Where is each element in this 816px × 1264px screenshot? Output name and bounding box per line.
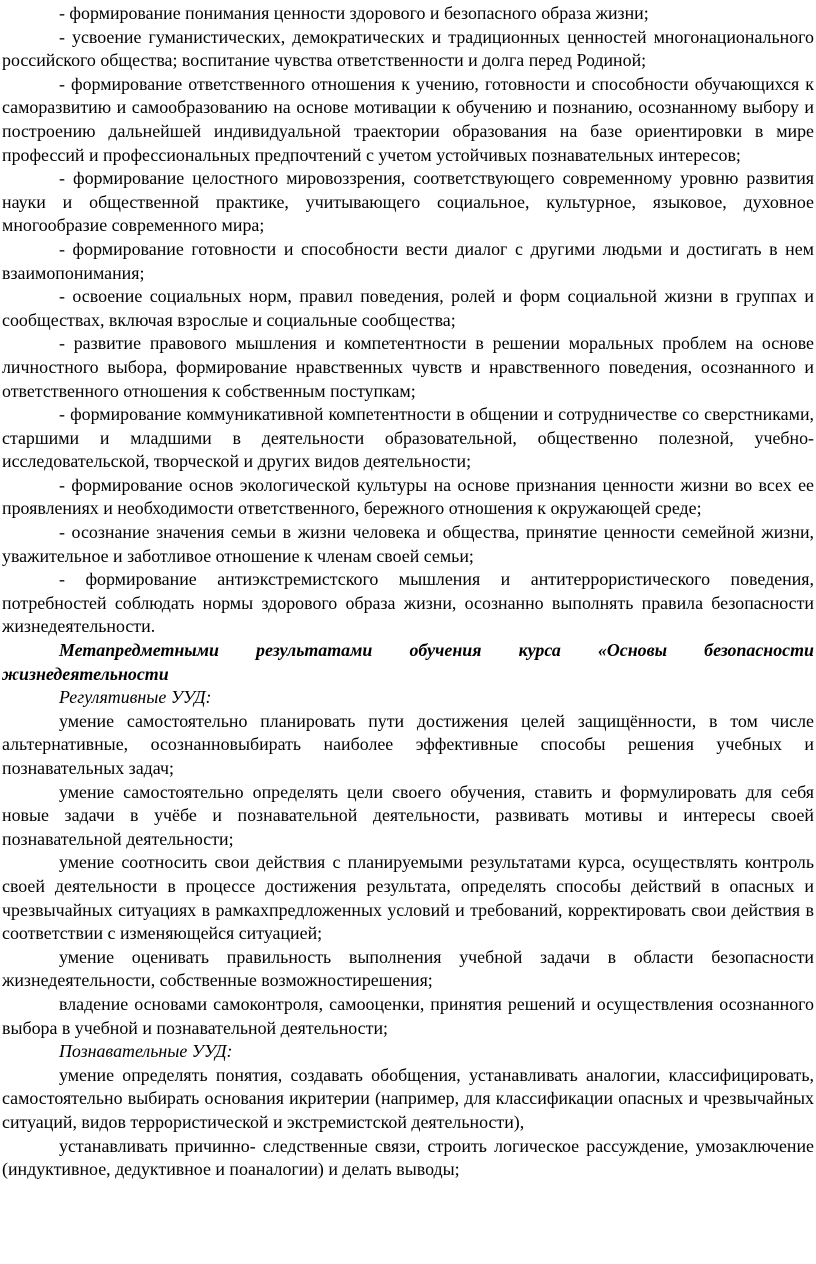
paragraph-07: - развитие правового мышления и компетентности в решении моральных проблем на основе личностного выбора, формирование нравственных чувств и нравственного поведения, осознанного и ответственного отношения к собственным поступкам;: [2, 333, 814, 401]
paragraph-03: - формирование ответственного отношения к учению, готовности и способности обучающихся к саморазвитию и самообразованию на основе мотивации к обучению и познанию, осознанному выбору и построению дальнейшей индивидуальной траектории образования на базе ориентировки в мире профессий и профессиональных предпочтений с учетом устойчивых познавательных интересов;: [2, 73, 814, 165]
paragraph-18: владение основами самоконтроля, самооценки, принятия решений и осуществления осознанного выбора в учебной и познавательной деятельности;: [2, 993, 814, 1038]
paragraph-21: устанавливать причинно- следственные связи, строить логическое рассуждение, умозаключение (индуктивное, дедуктивное и поаналогии) и делать выводы;: [2, 1135, 814, 1180]
paragraph-09: - формирование основ экологической культуры на основе признания ценности жизни во всех ее проявлениях и необходимости ответственного, бережного отношения к окружающей среде;: [2, 474, 814, 519]
paragraph-05: - формирование готовности и способности вести диалог с другими людьми и достигать в нем взаимопонимания;: [2, 238, 814, 283]
subheading-cognitive: Познавательные УУД:: [59, 1041, 233, 1062]
paragraph-17: умение оценивать правильность выполнения учебной задачи в области безопасности жизнедеятельности, собственные возможностирешения;: [2, 946, 814, 991]
subheading-regulative: Регулятивные УУД:: [59, 687, 212, 708]
section-heading: Метапредметными результатами обучения курса «Основы безопасности жизнедеятельности: [2, 640, 814, 684]
paragraph-20: умение определять понятия, создавать обобщения, устанавливать аналогии, классифицировать, самостоятельно выбирать основания икритерии (например, для классификации опасных и чрезвычайных ситуаций, видов террористической и экстремистской деятельности),: [2, 1064, 814, 1132]
paragraph-16: умение соотносить свои действия с планируемыми результатами курса, осуществлять контроль своей деятельности в процессе достижения результата, определять способы действий в опасных и чрезвычайных ситуациях в рамкахпредложенных условий и требований, корректировать свои действия в соответствии с изменяющейся ситуацией;: [2, 852, 814, 944]
paragraph-06: - освоение социальных норм, правил поведения, ролей и форм социальной жизни в группах и сообществах, включая взрослые и социальные сообщества;: [2, 286, 814, 330]
paragraph-04: - формирование целостного мировоззрения, соответствующего современному уровню развития науки и общественной практике, учитывающего социальное, культурное, языковое, духовное многообразие современного мира;: [2, 168, 814, 236]
paragraph-08: - формирование коммуникативной компетентности в общении и сотрудничестве со сверстниками, старшими и младшими в деятельности образовательной, общественно полезной, учебно-исследовательской, творческой и других видов деятельности;: [2, 404, 814, 472]
paragraph-10: - осознание значения семьи в жизни человека и общества, принятие ценности семейной жизни, уважительное и заботливое отношение к членам своей семьи;: [2, 522, 814, 566]
paragraph-11: - формирование антиэкстремистского мышления и антитеррористического поведения, потребностей соблюдать нормы здорового образа жизни, осознанно выполнять правила безопасности жизнедеятельности.: [2, 569, 814, 637]
paragraph-14: умение самостоятельно планировать пути достижения целей защищённости, в том числе альтернативные, осознанновыбирать наиболее эффективные способы решения учебных и познавательных задач;: [2, 710, 814, 778]
paragraph-01: - формирование понимания ценности здорового и безопасного образа жизни;: [59, 3, 649, 23]
paragraph-02: - усвоение гуманистических, демократических и традиционных ценностей многонационального российского общества; воспитание чувства ответственности и долга перед Родиной;: [2, 26, 814, 71]
paragraph-15: умение самостоятельно определять цели своего обучения, ставить и формулировать для себя новые задачи в учёбе и познавательной деятельности, развивать мотивы и интересы своей познавательной деятельности;: [2, 781, 814, 849]
